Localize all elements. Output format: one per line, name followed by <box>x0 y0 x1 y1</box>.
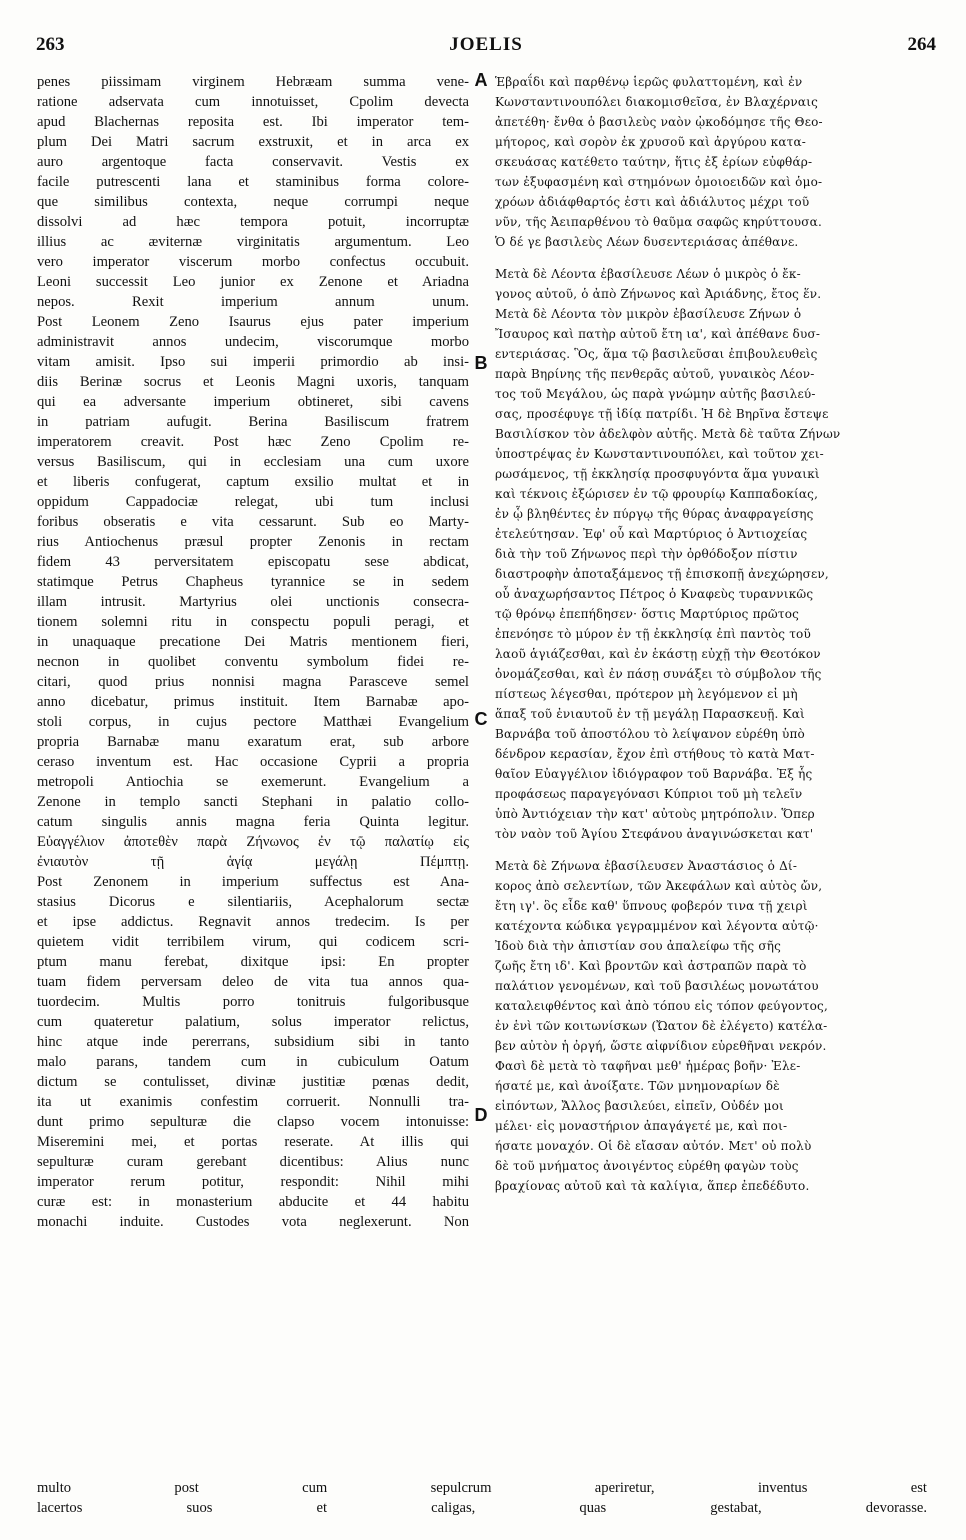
latin-line: ceraso inventum est. Hac occasione Cyprii a propria <box>37 754 469 770</box>
latin-line: tuam fidem perversam deleo de vita tua annos qua- <box>37 974 469 990</box>
greek-line: νῦν, τῆς Ἀειπαρθένου τὸ θαῦμα σαφῶς κηρύττουσα. <box>495 215 822 229</box>
latin-line: rius Antiochenus præsul propter Zenonis in rectam <box>37 534 469 550</box>
greek-line: Ἑβραΐδι καὶ παρθένῳ ἱερῶς φυλαττομένη, καὶ ἐν <box>495 75 803 89</box>
latin-line: vero imperator viscerum morbo confectus occubuit. <box>37 254 469 270</box>
latin-column <box>37 72 469 1232</box>
latin-line: Leoni successit Leo junior ex Zenone et Ariadna <box>37 274 469 290</box>
latin-line: penes piissimam virginem Hebræam summa vene- <box>37 74 469 90</box>
greek-line: Μετὰ δὲ Λέοντα τὸν μικρὸν ἐβασίλευσε Ζήνων ὁ <box>495 307 802 321</box>
greek-column <box>495 72 927 1196</box>
greek-line: ἔτη ιγ'. ὃς εἶδε καθ' ὕπνους φοβερόν τινα τῇ χειρὶ <box>495 899 808 913</box>
latin-line: administravit annos undecim, viscorumque morbo <box>37 334 469 350</box>
latin-line: curæ est: in monasterium abducite et 44 habitu <box>37 1194 469 1210</box>
latin-line: statimque Petrus Chapheus tyrannice se in sedem <box>37 574 469 590</box>
greek-line: καὶ τέκνοις ἐξώρισεν ἐν τῷ φρουρίῳ Καππαδοκίας, <box>495 487 819 501</box>
greek-line: θαῖον Εὐαγγέλιον ἰδιόγραφον τοῦ Βαρνάβα. Ἐξ ἧς <box>495 767 813 781</box>
greek-line: ζωῆς ἔτη ιδ'. Καὶ βροντῶν καὶ ἀστραπῶν παρὰ τὸ <box>495 959 807 973</box>
latin-line: imperator rerum potitur, respondit: Nihil mihi <box>37 1174 469 1190</box>
latin-line: ita ut exanimis confestim corruerit. Nonnulli tra- <box>37 1094 469 1110</box>
greek-line: ἐν ᾧ βληθέντες ἐν πύργῳ τῆς θύρας ἀναφραγείσης <box>495 507 814 521</box>
greek-line: παλάτιον γενομένων, καὶ τοῦ βασιλέως μονωτάτου <box>495 979 819 993</box>
latin-line: stoli corpus, in cujus pectore Matthæi Evangelium <box>37 714 469 730</box>
latin-line: citari, quod prius nonnisi magna Parasceve semel <box>37 674 469 690</box>
greek-line: σκευάσας κατέθετο ταύτην, ἥτις ἐξ ἐρίων εὐφθάρ- <box>495 155 813 169</box>
running-title: JOELIS <box>449 34 523 55</box>
greek-line: τῷ θρόνῳ ἐπεπήδησεν· ὅστις Μαρτύριος πρῶτος <box>495 607 800 621</box>
latin-line: metropoli Antiochia se exemerunt. Evangelium a <box>37 774 469 790</box>
latin-line: illam intrusit. Martyrius olei unctionis consecra- <box>37 594 469 610</box>
greek-line: Φασὶ δὲ μετὰ τὸ ταφῆναι μεθ' ἡμέρας βοῆν· Ἐλε- <box>495 1059 801 1073</box>
greek-line: Ἴσαυρος καὶ πατὴρ αὐτοῦ ἔτη ια', καὶ ἀπέθανε δυσ- <box>495 327 821 341</box>
footer-line: multo post cum sepulcrum aperiretur, inventus est <box>37 1480 927 1496</box>
greek-line: δὲ τοῦ μνήματος ἀνοιγέντος εὑρέθη φαγὼν τοὺς <box>495 1159 799 1173</box>
greek-line: τος τοῦ Μεγάλου, ὡς παρὰ γνώμην αὐτῆς βασιλεύ- <box>495 387 816 401</box>
latin-line: imperatorem creavit. Post hæc Zeno Cpolim re- <box>37 434 469 450</box>
greek-line: Μετὰ δὲ Ζήνωνα ἐβασίλευσεν Ἀναστάσιος ὁ Δί- <box>495 859 798 873</box>
latin-line: dunt primo sepulturæ die clapso vocem intonuisse: <box>37 1114 469 1130</box>
page-header <box>36 34 936 64</box>
section-marker-a: A <box>474 70 488 90</box>
latin-line: que similibus contexta, neque corrumpi neque <box>37 194 469 210</box>
latin-line: versus Basiliscum, qui in ecclesiam una cum uxore <box>37 454 469 470</box>
latin-line: tuordecim. Multis porro tonitruis fulgoribusque <box>37 994 469 1010</box>
latin-line: ἐνιαυτὸν τῇ ἁγίᾳ μεγάλῃ Πέμπτῃ. <box>37 854 469 870</box>
greek-line: σας, προσέφυγε τῇ ἰδίᾳ πατρίδι. Ἡ δὲ Βηρῖνα ἔστεψε <box>495 407 829 421</box>
latin-line: Miseremini mei, et portas reserate. At illis qui <box>37 1134 469 1150</box>
latin-line: hinc atque inde pererrans, subsidium sibi in tanto <box>37 1034 469 1050</box>
greek-line: τὸν ναὸν τοῦ Ἁγίου Στεφάνου ἀναγινώσκεται κατ' <box>495 827 814 841</box>
latin-line: monachi induite. Custodes vota neglexerunt. Non <box>37 1214 469 1230</box>
greek-line: ἐτελεύτησαν. Ἐφ' οὗ καὶ Μαρτύριος ὁ Ἀντιοχείας <box>495 527 808 541</box>
latin-line: sepulturæ curam gerebant dicentibus: Alius nunc <box>37 1154 469 1170</box>
greek-line: ήσατέ με, καὶ ἀνοίξατε. Τῶν μνημοναρίων δὲ <box>495 1079 780 1093</box>
greek-line: διὰ τὴν τοῦ Ζήνωνος περὶ τὴν ὀρθόδοξον πίστιν <box>495 547 798 561</box>
greek-line: διαστροφὴν ἀποταξάμενος τῇ ἐπισκοπῇ ἀνεχώρησεν, <box>495 567 829 581</box>
greek-line: ἐν ἑνὶ τῶν κοιτωνίσκων (Ὤατον δὲ ἐλέγετο) κατέλα- <box>495 1019 828 1033</box>
latin-line: malo parans, tandem cum in cubiculum Oatum <box>37 1054 469 1070</box>
greek-line: ἅπαξ τοῦ ἐνιαυτοῦ ἐν τῇ μεγάλῃ Παρασκευῇ. Καὶ <box>495 707 805 721</box>
latin-line: dissolvi ad hæc tempora potuit, incorruptæ <box>37 214 469 230</box>
greek-line: εντεριάσας. Ὃς, ἅμα τῷ βασιλεῦσαι ἐπιβουλευθεὶς <box>495 347 818 361</box>
greek-line: ρωσάμενος, τῇ ἐκκλησίᾳ προσφυγόντα ἅμα γυναικὶ <box>495 467 820 481</box>
greek-line: Βασιλίσκον τὸν ἀδελφὸν αὐτῆς. Μετὰ δὲ ταῦτα Ζήνων <box>495 427 841 441</box>
greek-line: βραχίονας αὐτοῦ καὶ τὰ καλίγια, ἅπερ ἐπεδέδυτο. <box>495 1179 810 1193</box>
latin-line: in unaquaque precatione Dei Matris mentionem fieri, <box>37 634 469 650</box>
latin-line: diis Berinæ socrus et Leonis Magni uxoris, tanquam <box>37 374 469 390</box>
greek-line: καταλειφθέντος καὶ ἀπὸ τόπου εἰς τόπον φεύγοντος, <box>495 999 828 1013</box>
greek-line: κατέχοντα κώδικα γεγραμμένον καὶ λέγοντα αὐτῷ· <box>495 919 819 933</box>
latin-line: apud Blachernas reposita est. Ibi imperator tem- <box>37 114 469 130</box>
footer-text <box>37 1478 927 1518</box>
latin-line: cum quateretur palatium, solus imperator relictus, <box>37 1014 469 1030</box>
greek-line: μήτορος, καὶ σορὸν ἐκ χρυσοῦ καὶ ἀργύρου κατα- <box>495 135 807 149</box>
greek-line: γονος αὐτοῦ, ὁ ἀπὸ Ζήνωνος καὶ Ἀριάδνης, ἔτος ἕν. <box>495 287 822 301</box>
greek-line: χρόων ἀδιάφθαρτός ἐστι καὶ ἀδιάλυτος μέχρι τοῦ <box>495 195 810 209</box>
greek-line: εἰπόντων, Ἄλλος βασιλεύει, εἰπεῖν, Οὐδέν μοι <box>495 1099 784 1113</box>
greek-line: των ἐξυφασμένη καὶ στημόνων ὁμοιοειδῶν καὶ ὁμο- <box>495 175 823 189</box>
greek-line: ὀνομάζεσθαι, καὶ ἐν πάσῃ συνάξει τὸ σύμβολον τῆς <box>495 667 822 681</box>
latin-line: necnon in quolibet conventu symbolum fidei re- <box>37 654 469 670</box>
latin-line: in patriam aufugit. Berina Basiliscum fratrem <box>37 414 469 430</box>
section-marker-b: B <box>474 353 488 373</box>
greek-line: δένδρον κερασίαν, ἔχον ἐπὶ στήθους τὸ κατὰ Ματ- <box>495 747 815 761</box>
greek-line: Ἰδοὺ διὰ τὴν ἀπιστίαν σου ἀπαλείφω τῆς σῆς <box>495 939 782 953</box>
page-number-left: 263 <box>36 34 65 55</box>
greek-line: πίστεως λέγεσθαι, πρότερον μὴ λεγόμενον εἰ μὴ <box>495 687 798 701</box>
latin-line: Post Zenonem in imperium suffectus est Ana- <box>37 874 469 890</box>
greek-line: ἀπετέθη· ἔνθα ὁ βασιλεὺς ναὸν ᾠκοδόμησε τῆς Θεο- <box>495 115 823 129</box>
greek-line: λαοῦ ἁγιάζεσθαι, καὶ ἐν ἑκάστῃ εὐχῇ τὴν Θεοτόκον <box>495 647 821 661</box>
greek-line: Μετὰ δὲ Λέοντα ἐβασίλευσε Λέων ὁ μικρὸς ὁ ἔκ- <box>495 267 801 281</box>
latin-line: nepos. Rexit imperium annum unum. <box>37 294 469 310</box>
footer-line: lacertos suos et caligas, quas gestabat, devorasse. <box>37 1500 927 1516</box>
section-marker-d: D <box>474 1105 488 1125</box>
latin-line: fidem 43 perversitatem episcopatu sese abdicat, <box>37 554 469 570</box>
latin-line: quietem vidit terribilem virum, qui codicem scri- <box>37 934 469 950</box>
latin-line: ptum manu ferebat, dixitque ipsi: En propter <box>37 954 469 970</box>
latin-line: vitam amisit. Ipso sui imperii primordio ab insi- <box>37 354 469 370</box>
latin-line: propria Barnabæ manu exaratum erat, sub arbore <box>37 734 469 750</box>
latin-line: qui ea adversante imperium obtineret, sibi cavens <box>37 394 469 410</box>
greek-line: μέλει· εἰς μοναστήριον ἀπαγάγετέ με, καὶ ποι- <box>495 1119 788 1133</box>
latin-line: tionem solemni ritu in conspectu populi peragi, et <box>37 614 469 630</box>
greek-line: ἐπενόησε τὸ μύρον ἐν τῇ ἐκκλησίᾳ ἐπὶ παντὸς τοῦ <box>495 627 811 641</box>
greek-line: Βαρνάβα τοῦ ἀποστόλου τὸ λείψανον εὑρέθη ὑπὸ <box>495 727 805 741</box>
latin-line: oppidum Cappadociæ relegat, ubi tum inclusi <box>37 494 469 510</box>
latin-line: anno dicebatur, primus instituit. Item Barnabæ apo- <box>37 694 469 710</box>
greek-gap <box>495 844 927 856</box>
latin-line: Zenone in templo sancti Stephani in palatio collo- <box>37 794 469 810</box>
latin-line: facile putrescenti lana et staminibus forma colore- <box>37 174 469 190</box>
greek-line: παρὰ Βηρίνης τῆς πενθερᾶς αὐτοῦ, γυναικὸς Λέον- <box>495 367 815 381</box>
greek-line: κορος ἀπὸ σελεντίων, τῶν Ἀκεφάλων καὶ αὐτὸς ὤν, <box>495 879 823 893</box>
latin-line: catum singulis annis magna feria Quinta legitur. <box>37 814 469 830</box>
latin-line: stasius Dicorus e silentiariis, Acephalorum sectæ <box>37 894 469 910</box>
latin-line: dictum se contulisset, divinæ justitiæ pœnas dedit, <box>37 1074 469 1090</box>
latin-line: illius ac æviternæ virginitatis argumentum. Leo <box>37 234 469 250</box>
latin-line: ratione adservata cum innotuisset, Cpolim devecta <box>37 94 469 110</box>
greek-line: ὑπὸ Ἀντιόχειαν τὴν κατ' αὐτοὺς μητρόπολιν. Ὅπερ <box>495 807 815 821</box>
latin-line: Post Leonem Zeno Isaurus ejus pater imperium <box>37 314 469 330</box>
page-number-right: 264 <box>907 34 936 55</box>
section-marker-c: C <box>474 709 488 729</box>
greek-gap <box>495 252 927 264</box>
latin-line: et liberis confugerat, captum exsilio multat et in <box>37 474 469 490</box>
latin-line: auro argentoque facta conservavit. Vestis ex <box>37 154 469 170</box>
greek-line: ὑποστρέψας ἐν Κωνσταντινουπόλει, καὶ τοῦτον χει- <box>495 447 824 461</box>
greek-line: βεν αὐτὸν ἡ ὀργή, ὥστε αἰφνίδιον εὑρεθῆναι νεκρόν. <box>495 1039 827 1053</box>
latin-line: Εὐαγγέλιον ἀποτεθὲν παρὰ Ζήνωνος ἐν τῷ παλατίῳ εἰς <box>37 834 469 850</box>
greek-line: Ὁ δέ γε βασιλεὺς Λέων δυσεντεριάσας ἀπέθανε. <box>495 235 799 249</box>
latin-line: foribus obseratis e vita cessarunt. Sub eo Marty- <box>37 514 469 530</box>
greek-line: Κωνσταντινουπόλει διακομισθεῖσα, ἐν Βλαχέρναις <box>495 95 819 109</box>
greek-line: οὗ ἀναχωρήσαντος Πέτρος ὁ Κναφεὺς τυραννικῶς <box>495 587 814 601</box>
greek-line: προφάσεως παραγεγόνασι Κύπριοι τοῦ μὴ τελεῖν <box>495 787 803 801</box>
latin-line: plum Dei Matri sacrum exstruxit, et in arca ex <box>37 134 469 150</box>
latin-line: et ipse addictus. Regnavit annos tredecim. Is per <box>37 914 469 930</box>
greek-line: ήσατε μοναχόν. Οἱ δὲ εἴασαν αὐτόν. Μετ' οὐ πολὺ <box>495 1139 812 1153</box>
